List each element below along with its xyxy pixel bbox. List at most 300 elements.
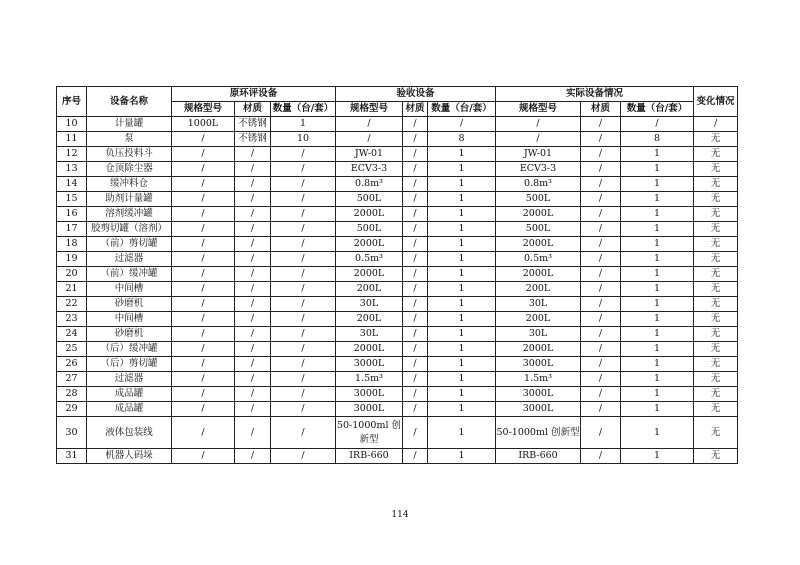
cell-acceptance-qty: 1 [428, 402, 496, 417]
cell-actual-qty: 1 [621, 192, 694, 207]
cell-original-material: / [235, 237, 271, 252]
cell-acceptance-qty: 1 [428, 147, 496, 162]
cell-actual-material: / [581, 387, 621, 402]
cell-no: 25 [57, 342, 87, 357]
cell-actual-model: 3000L [496, 357, 581, 372]
cell-name: 计量罐 [87, 117, 172, 132]
cell-actual-model: 2000L [496, 237, 581, 252]
cell-no: 17 [57, 222, 87, 237]
cell-original-qty: / [271, 177, 336, 192]
cell-original-qty: / [271, 297, 336, 312]
table-row [57, 222, 738, 237]
cell-acceptance-qty: 1 [428, 372, 496, 387]
cell-name: （前）缓冲罐 [87, 267, 172, 282]
cell-change: 无 [694, 237, 738, 252]
cell-acceptance-qty: 8 [428, 132, 496, 147]
table-row [57, 342, 738, 357]
cell-actual-material: / [581, 357, 621, 372]
cell-no: 22 [57, 297, 87, 312]
cell-actual-material: / [581, 117, 621, 132]
cell-actual-qty: 1 [621, 207, 694, 222]
cell-original-material: / [235, 417, 271, 449]
cell-original-model: / [172, 417, 235, 449]
cell-original-model: / [172, 282, 235, 297]
cell-name: （后）剪切罐 [87, 357, 172, 372]
cell-change: 无 [694, 417, 738, 449]
cell-original-model: / [172, 192, 235, 207]
table-row [57, 117, 738, 132]
cell-no: 27 [57, 372, 87, 387]
cell-actual-material: / [581, 417, 621, 449]
cell-original-model: / [172, 132, 235, 147]
cell-original-material: / [235, 267, 271, 282]
cell-original-material: / [235, 372, 271, 387]
cell-actual-material: / [581, 372, 621, 387]
cell-acceptance-model: 2000L [336, 237, 403, 252]
cell-name: 液体包装线 [87, 417, 172, 449]
table-row [57, 252, 738, 267]
cell-acceptance-material: / [403, 297, 428, 312]
cell-name: 中间槽 [87, 312, 172, 327]
cell-acceptance-model: 30L [336, 327, 403, 342]
cell-actual-material: / [581, 449, 621, 464]
cell-actual-qty: 1 [621, 342, 694, 357]
cell-acceptance-material: / [403, 282, 428, 297]
cell-original-material: / [235, 207, 271, 222]
cell-acceptance-model: 3000L [336, 402, 403, 417]
header-acceptance-equipment: 验收设备 [336, 87, 496, 102]
cell-acceptance-material: / [403, 372, 428, 387]
cell-acceptance-qty: 1 [428, 282, 496, 297]
cell-name: 过滤器 [87, 372, 172, 387]
cell-change: 无 [694, 162, 738, 177]
cell-actual-qty: 1 [621, 312, 694, 327]
cell-name: 砂磨机 [87, 327, 172, 342]
cell-actual-qty: / [621, 117, 694, 132]
cell-actual-qty: 1 [621, 402, 694, 417]
cell-acceptance-model: 3000L [336, 357, 403, 372]
cell-change: 无 [694, 402, 738, 417]
cell-actual-model: 3000L [496, 387, 581, 402]
cell-actual-qty: 1 [621, 237, 694, 252]
cell-original-model: / [172, 357, 235, 372]
cell-no: 19 [57, 252, 87, 267]
table-row [57, 237, 738, 252]
cell-original-material: / [235, 342, 271, 357]
header-name: 设备名称 [87, 87, 172, 117]
cell-original-model: / [172, 449, 235, 464]
cell-no: 29 [57, 402, 87, 417]
cell-original-material: / [235, 449, 271, 464]
cell-acceptance-model: 3000L [336, 387, 403, 402]
cell-acceptance-qty: 1 [428, 222, 496, 237]
cell-name: 泵 [87, 132, 172, 147]
cell-original-material: / [235, 192, 271, 207]
cell-actual-material: / [581, 282, 621, 297]
cell-no: 28 [57, 387, 87, 402]
table-row [57, 177, 738, 192]
cell-actual-material: / [581, 327, 621, 342]
cell-actual-qty: 1 [621, 177, 694, 192]
table-row [57, 312, 738, 327]
cell-actual-qty: 1 [621, 417, 694, 449]
cell-acceptance-material: / [403, 417, 428, 449]
table-row [57, 282, 738, 297]
table-row [57, 327, 738, 342]
cell-original-qty: / [271, 252, 336, 267]
cell-change: 无 [694, 192, 738, 207]
table-row [57, 449, 738, 464]
cell-acceptance-model: 2000L [336, 207, 403, 222]
cell-actual-model: 2000L [496, 267, 581, 282]
cell-original-qty: / [271, 162, 336, 177]
header-actual-qty: 数量（台/套） [621, 102, 694, 117]
cell-actual-qty: 1 [621, 297, 694, 312]
cell-acceptance-model: / [336, 132, 403, 147]
cell-actual-material: / [581, 222, 621, 237]
table-body [57, 117, 738, 464]
cell-no: 15 [57, 192, 87, 207]
cell-original-qty: / [271, 342, 336, 357]
cell-original-qty: / [271, 312, 336, 327]
cell-actual-model: 3000L [496, 402, 581, 417]
cell-change: 无 [694, 267, 738, 282]
cell-original-material: 不锈钢 [235, 117, 271, 132]
table-row [57, 372, 738, 387]
cell-acceptance-model: 0.5m³ [336, 252, 403, 267]
cell-original-material: 不锈钢 [235, 132, 271, 147]
header-actual-model: 规格型号 [496, 102, 581, 117]
cell-name: （后）缓冲罐 [87, 342, 172, 357]
cell-original-material: / [235, 312, 271, 327]
cell-actual-model: 2000L [496, 207, 581, 222]
cell-name: 助剂计量罐 [87, 192, 172, 207]
cell-actual-qty: 1 [621, 327, 694, 342]
cell-original-model: / [172, 402, 235, 417]
cell-actual-model: JW-01 [496, 147, 581, 162]
header-original-qty: 数量（台/套） [271, 102, 336, 117]
cell-change: 无 [694, 312, 738, 327]
cell-original-qty: / [271, 417, 336, 449]
cell-original-model: / [172, 177, 235, 192]
table-row [57, 207, 738, 222]
cell-acceptance-model: IRB-660 [336, 449, 403, 464]
cell-no: 10 [57, 117, 87, 132]
cell-original-material: / [235, 387, 271, 402]
cell-actual-qty: 1 [621, 449, 694, 464]
cell-actual-model: 500L [496, 192, 581, 207]
cell-original-model: / [172, 327, 235, 342]
cell-change: 无 [694, 449, 738, 464]
cell-actual-model: 30L [496, 297, 581, 312]
cell-no: 23 [57, 312, 87, 327]
header-acceptance-material: 材质 [403, 102, 428, 117]
cell-acceptance-model: 50-1000ml 创新型 [336, 417, 403, 449]
cell-actual-qty: 1 [621, 357, 694, 372]
cell-original-qty: / [271, 192, 336, 207]
cell-acceptance-model: 200L [336, 282, 403, 297]
table-row [57, 192, 738, 207]
table-row [57, 147, 738, 162]
cell-actual-qty: 1 [621, 222, 694, 237]
cell-change: / [694, 117, 738, 132]
cell-acceptance-model: JW-01 [336, 147, 403, 162]
cell-original-model: / [172, 387, 235, 402]
cell-acceptance-model: / [336, 117, 403, 132]
cell-original-model: / [172, 237, 235, 252]
cell-actual-model: 2000L [496, 342, 581, 357]
cell-acceptance-qty: 1 [428, 267, 496, 282]
cell-name: 砂磨机 [87, 297, 172, 312]
table-header [57, 87, 738, 117]
cell-acceptance-model: 30L [336, 297, 403, 312]
cell-acceptance-material: / [403, 327, 428, 342]
cell-acceptance-model: 2000L [336, 342, 403, 357]
cell-name: 过滤器 [87, 252, 172, 267]
cell-acceptance-material: / [403, 387, 428, 402]
cell-name: 机器人码垛 [87, 449, 172, 464]
cell-actual-model: 0.8m³ [496, 177, 581, 192]
header-original-model: 规格型号 [172, 102, 235, 117]
cell-original-model: / [172, 267, 235, 282]
cell-acceptance-material: / [403, 117, 428, 132]
cell-acceptance-material: / [403, 147, 428, 162]
cell-actual-model: IRB-660 [496, 449, 581, 464]
cell-acceptance-material: / [403, 192, 428, 207]
cell-acceptance-model: ECV3-3 [336, 162, 403, 177]
cell-acceptance-qty: 1 [428, 417, 496, 449]
cell-acceptance-material: / [403, 237, 428, 252]
cell-acceptance-model: 0.8m³ [336, 177, 403, 192]
cell-original-material: / [235, 162, 271, 177]
cell-name: （前）剪切罐 [87, 237, 172, 252]
header-original-material: 材质 [235, 102, 271, 117]
cell-acceptance-model: 500L [336, 222, 403, 237]
table-row [57, 387, 738, 402]
equipment-table [56, 86, 738, 464]
cell-original-material: / [235, 297, 271, 312]
cell-actual-model: 1.5m³ [496, 372, 581, 387]
cell-acceptance-qty: 1 [428, 342, 496, 357]
cell-acceptance-qty: 1 [428, 237, 496, 252]
cell-acceptance-material: / [403, 342, 428, 357]
cell-acceptance-qty: 1 [428, 162, 496, 177]
cell-acceptance-qty: / [428, 117, 496, 132]
cell-original-qty: / [271, 449, 336, 464]
header-change: 变化情况 [694, 87, 738, 117]
cell-original-model: / [172, 342, 235, 357]
cell-actual-qty: 1 [621, 267, 694, 282]
cell-actual-qty: 1 [621, 252, 694, 267]
header-acceptance-model: 规格型号 [336, 102, 403, 117]
cell-name: 缓冲料仓 [87, 177, 172, 192]
cell-change: 无 [694, 357, 738, 372]
cell-original-qty: / [271, 267, 336, 282]
cell-original-model: 1000L [172, 117, 235, 132]
cell-no: 12 [57, 147, 87, 162]
cell-original-model: / [172, 312, 235, 327]
table-row [57, 417, 738, 449]
cell-actual-model: / [496, 117, 581, 132]
cell-original-model: / [172, 222, 235, 237]
cell-actual-material: / [581, 162, 621, 177]
cell-acceptance-qty: 1 [428, 449, 496, 464]
cell-actual-model: ECV3-3 [496, 162, 581, 177]
cell-acceptance-qty: 1 [428, 192, 496, 207]
cell-change: 无 [694, 342, 738, 357]
cell-change: 无 [694, 282, 738, 297]
cell-acceptance-material: / [403, 162, 428, 177]
cell-acceptance-qty: 1 [428, 177, 496, 192]
cell-original-qty: 10 [271, 132, 336, 147]
cell-no: 24 [57, 327, 87, 342]
cell-actual-material: / [581, 237, 621, 252]
cell-actual-material: / [581, 312, 621, 327]
cell-acceptance-material: / [403, 222, 428, 237]
cell-original-qty: / [271, 222, 336, 237]
header-actual-material: 材质 [581, 102, 621, 117]
cell-actual-model: 30L [496, 327, 581, 342]
cell-change: 无 [694, 297, 738, 312]
table-row [57, 357, 738, 372]
cell-original-qty: / [271, 207, 336, 222]
cell-actual-model: / [496, 132, 581, 147]
page-number: 114 [391, 510, 409, 520]
cell-original-qty: / [271, 237, 336, 252]
cell-name: 仓顶除尘器 [87, 162, 172, 177]
cell-actual-material: / [581, 342, 621, 357]
cell-acceptance-material: / [403, 252, 428, 267]
cell-acceptance-material: / [403, 312, 428, 327]
cell-original-qty: / [271, 402, 336, 417]
cell-actual-qty: 1 [621, 282, 694, 297]
cell-original-qty: / [271, 147, 336, 162]
cell-acceptance-material: / [403, 267, 428, 282]
cell-change: 无 [694, 147, 738, 162]
cell-original-material: / [235, 147, 271, 162]
cell-actual-qty: 8 [621, 132, 694, 147]
header-no: 序号 [57, 87, 87, 117]
cell-actual-model: 200L [496, 312, 581, 327]
cell-original-material: / [235, 327, 271, 342]
cell-actual-qty: 1 [621, 162, 694, 177]
cell-name: 溶剂缓冲罐 [87, 207, 172, 222]
cell-original-qty: / [271, 357, 336, 372]
cell-acceptance-model: 1.5m³ [336, 372, 403, 387]
cell-original-model: / [172, 297, 235, 312]
cell-acceptance-qty: 1 [428, 327, 496, 342]
cell-no: 26 [57, 357, 87, 372]
cell-acceptance-material: / [403, 207, 428, 222]
cell-original-qty: / [271, 327, 336, 342]
cell-original-qty: 1 [271, 117, 336, 132]
cell-original-material: / [235, 252, 271, 267]
cell-acceptance-qty: 1 [428, 387, 496, 402]
cell-original-material: / [235, 282, 271, 297]
cell-acceptance-qty: 1 [428, 357, 496, 372]
cell-name: 胶剪切罐（溶剂） [87, 222, 172, 237]
cell-acceptance-material: / [403, 402, 428, 417]
cell-no: 11 [57, 132, 87, 147]
cell-no: 31 [57, 449, 87, 464]
table-row [57, 297, 738, 312]
cell-actual-material: / [581, 267, 621, 282]
cell-actual-model: 500L [496, 222, 581, 237]
cell-original-qty: / [271, 387, 336, 402]
cell-acceptance-qty: 1 [428, 297, 496, 312]
cell-change: 无 [694, 222, 738, 237]
cell-acceptance-qty: 1 [428, 312, 496, 327]
cell-actual-model: 200L [496, 282, 581, 297]
cell-acceptance-qty: 1 [428, 207, 496, 222]
cell-change: 无 [694, 387, 738, 402]
cell-original-material: / [235, 177, 271, 192]
cell-change: 无 [694, 252, 738, 267]
cell-original-qty: / [271, 282, 336, 297]
cell-original-model: / [172, 162, 235, 177]
cell-acceptance-material: / [403, 177, 428, 192]
cell-acceptance-material: / [403, 449, 428, 464]
cell-actual-material: / [581, 297, 621, 312]
header-actual-equipment: 实际设备情况 [496, 87, 694, 102]
cell-name: 负压投料斗 [87, 147, 172, 162]
table-row [57, 162, 738, 177]
cell-original-model: / [172, 252, 235, 267]
cell-name: 中间槽 [87, 282, 172, 297]
cell-change: 无 [694, 327, 738, 342]
header-original-equipment: 原环评设备 [172, 87, 336, 102]
cell-no: 14 [57, 177, 87, 192]
cell-acceptance-model: 2000L [336, 267, 403, 282]
cell-change: 无 [694, 372, 738, 387]
cell-actual-material: / [581, 147, 621, 162]
cell-actual-model: 50-1000ml 创新型 [496, 417, 581, 449]
cell-original-model: / [172, 207, 235, 222]
cell-actual-material: / [581, 192, 621, 207]
cell-no: 30 [57, 417, 87, 449]
cell-actual-material: / [581, 207, 621, 222]
cell-actual-qty: 1 [621, 147, 694, 162]
cell-original-model: / [172, 372, 235, 387]
cell-actual-model: 0.5m³ [496, 252, 581, 267]
cell-no: 20 [57, 267, 87, 282]
cell-change: 无 [694, 207, 738, 222]
table-row [57, 132, 738, 147]
cell-actual-material: / [581, 252, 621, 267]
cell-no: 21 [57, 282, 87, 297]
cell-acceptance-model: 500L [336, 192, 403, 207]
cell-original-model: / [172, 147, 235, 162]
cell-original-material: / [235, 402, 271, 417]
table-row [57, 402, 738, 417]
cell-name: 成品罐 [87, 387, 172, 402]
cell-original-material: / [235, 222, 271, 237]
table-row [57, 267, 738, 282]
cell-acceptance-material: / [403, 357, 428, 372]
cell-no: 13 [57, 162, 87, 177]
cell-actual-qty: 1 [621, 387, 694, 402]
cell-acceptance-qty: 1 [428, 252, 496, 267]
cell-actual-material: / [581, 177, 621, 192]
cell-actual-material: / [581, 132, 621, 147]
cell-original-qty: / [271, 372, 336, 387]
cell-name: 成品罐 [87, 402, 172, 417]
cell-original-material: / [235, 357, 271, 372]
cell-no: 18 [57, 237, 87, 252]
cell-no: 16 [57, 207, 87, 222]
cell-actual-qty: 1 [621, 372, 694, 387]
cell-actual-material: / [581, 402, 621, 417]
